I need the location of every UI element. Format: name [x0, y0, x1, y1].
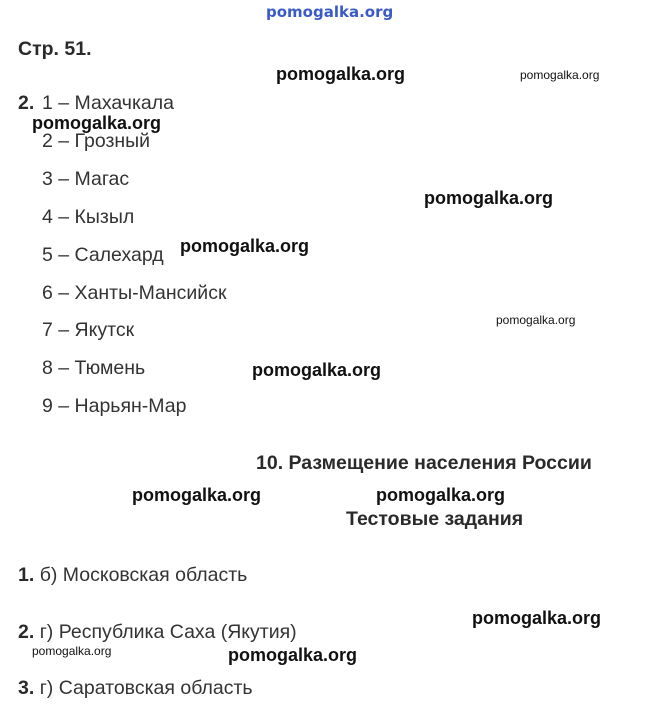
answer-1-text: б) Московская область	[39, 564, 248, 586]
watermark: pomogalka.org	[252, 360, 382, 380]
watermark: pomogalka.org	[472, 608, 602, 628]
city-item-5: 5 – Салехард	[42, 244, 164, 266]
answer-3	[18, 679, 253, 699]
city-item-8: 8 – Тюмень	[42, 357, 146, 379]
section-subtitle: Тестовые задания	[346, 508, 524, 530]
city-item-3: 3 – Магас	[42, 168, 130, 190]
watermark: pomogalka.org	[520, 68, 600, 82]
city-item-1: 1 – Махачкала	[42, 92, 174, 114]
answer-1-number: 1.	[18, 564, 35, 586]
city-item-2: 2 – Грозный	[42, 130, 151, 152]
page-reference: Стр. 51.	[18, 38, 92, 60]
answer-2-number: 2.	[18, 621, 35, 643]
watermark: pomogalka.org	[376, 485, 506, 505]
watermark: pomogalka.org	[276, 64, 406, 84]
answer-2-text: г) Республика Саха (Якутия)	[39, 621, 297, 643]
watermark: pomogalka.org	[132, 485, 262, 505]
answer-3-number: 3.	[18, 677, 35, 699]
city-item-7: 7 – Якутск	[42, 319, 135, 341]
watermark-top: pomogalka.org	[266, 3, 394, 21]
watermark: pomogalka.org	[496, 313, 576, 327]
city-item-6: 6 – Ханты-Мансийск	[42, 282, 227, 304]
answer-3-text: г) Саратовская область	[39, 677, 253, 699]
city-item-9: 9 – Нарьян-Мар	[42, 395, 187, 417]
watermark: pomogalka.org	[228, 645, 358, 665]
answer-1	[18, 566, 247, 586]
watermark: pomogalka.org	[180, 236, 310, 256]
watermark: pomogalka.org	[32, 113, 162, 133]
watermark: pomogalka.org	[424, 188, 554, 208]
task-2-number: 2.	[18, 92, 35, 114]
city-item-4: 4 – Кызыл	[42, 206, 135, 228]
watermark: pomogalka.org	[32, 644, 112, 658]
section-title: 10. Размещение населения России	[256, 452, 592, 474]
answer-2	[18, 623, 297, 643]
